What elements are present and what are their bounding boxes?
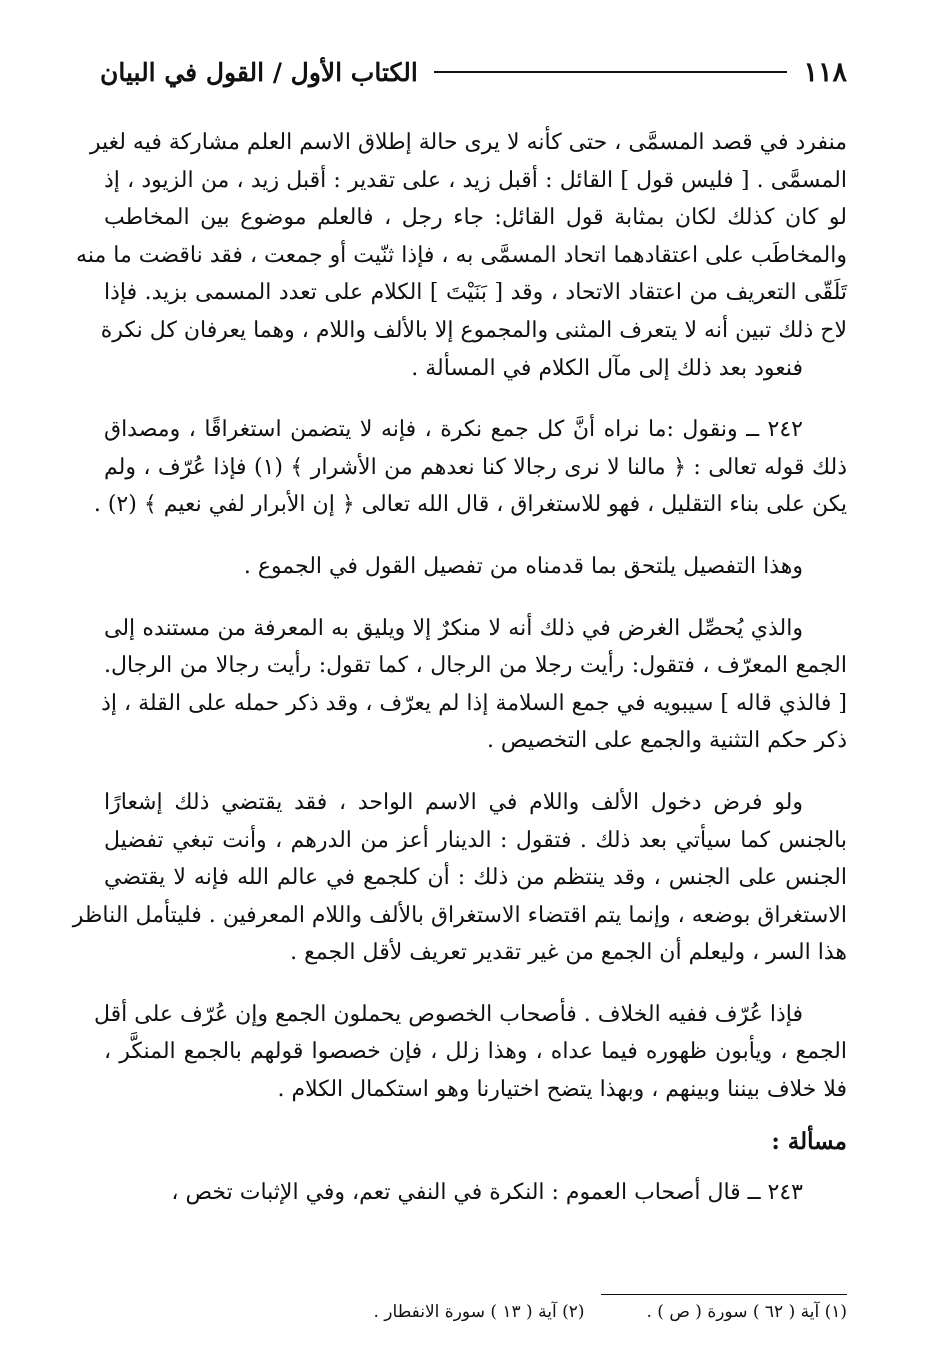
header-title: الكتاب الأول / القول في البيان <box>100 57 418 87</box>
header-rule <box>434 71 788 73</box>
text-line: والمخاطَب على اعتقادهما اتحاد المسمَّى به ، فإذا ثنّيت أو جمعت ، فقد ناقضت ما منه <box>76 242 847 268</box>
text-line: تَلَقّى التعريف من اعتقاد الاتحاد ، وقد [ بَنَيْتَ ] الكلام على تعدد المسمى بزيد. فإذا <box>104 280 847 306</box>
text-line: المسمَّى . [ فليس قول ] القائل : أقبل زيد ، على تقدير : أقبل زيد ، من الزيود ، إذ <box>104 167 847 193</box>
text-line: لاح ذلك تبين أنه لا يتعرف المثنى والمجموع إلا بالألف واللام ، وهما يعرفان كل نكرة <box>100 317 847 343</box>
text-line: ذكر حكم التثنية والجمع على التخصيص . <box>486 728 847 754</box>
footnote: (١) آية ( ٦٢ ) سورة ( ص ) . <box>646 1302 847 1322</box>
text-line: منفرد في قصد المسمَّى ، حتى كأنه لا يرى حالة إطلاق الاسم العلم مشاركة فيه لغير <box>89 130 847 155</box>
paragraph <box>101 610 847 760</box>
text-line: الجنس على الجنس ، وقد ينتظم من ذلك : أن كلجمع في عالم الله فإنه لا يقتضي <box>104 865 847 891</box>
page-number: ١١٨ <box>803 56 847 88</box>
text-line: فنعود بعد ذلك إلى مآل الكلام في المسألة . <box>411 355 803 381</box>
paragraph <box>93 411 847 524</box>
text-line: ولو فرض دخول الألف واللام في الاسم الواحد ، فقد يقتضي ذلك إشعارًا <box>104 789 803 815</box>
paragraph <box>76 124 847 387</box>
paragraph <box>72 784 847 972</box>
text-line: هذا السر ، وليعلم أن الجمع من غير تقدير تعريف لأقل الجمع . <box>290 940 847 966</box>
footnote: (٢) آية ( ١٣ ) سورة الانفطار . <box>373 1302 585 1322</box>
section-heading: مسألة : <box>771 1127 847 1155</box>
body-text <box>72 124 847 1212</box>
text-line: الاستغراق بوضعه ، وإنما يتم اقتضاء الاستغراق بالألف واللام المعرفين . فليتأمل الناظر <box>72 902 847 928</box>
text-line: وهذا التفصيل يلتحق بما قدمناه من تفصيل القول في الجموع . <box>243 553 803 579</box>
text-line: فلا خلاف بيننا وبينهم ، وبهذا يتضح اختيارنا وهو استكمال الكلام . <box>277 1077 847 1103</box>
footnote-rule <box>601 1294 847 1295</box>
text-line: فإذا عُرّف ففيه الخلاف . فأصحاب الخصوص يحملون الجمع وإن عُرّف على أقل <box>93 1001 803 1027</box>
text-line: لو كان كذلك لكان بمثابة قول القائل: جاء رجل ، فالعلم موضوع بين المخاطب <box>104 205 847 231</box>
text-line: ذلك قوله تعالى : ﴿ مالنا لا نرى رجالا كنا نعدهم من الأشرار ﴾ (١) فإذا عُرّف ، ولم <box>104 454 847 480</box>
text-line: [ فالذي قاله ] سيبويه في جمع السلامة إذا لم يعرّف ، وقد ذكر حمله على القلة ، إذ <box>101 690 847 716</box>
text-line: الجمع ، ويأبون ظهوره فيما عداه ، وهذا زلل ، فإن خصصوا قولهم بالجمع المنكَّر ، <box>104 1039 847 1065</box>
paragraph <box>93 996 847 1109</box>
paragraph <box>104 548 847 586</box>
text-line: الجمع المعرّف ، فتقول: رأيت رجلا من الرجال ، كما تقول: رأيت رجالا من الرجال. <box>104 653 847 679</box>
text-line: والذي يُحصِّل الغرض في ذلك أنه لا منكرٌ إلا ويليق به المعرفة من مستنده إلى <box>104 615 803 641</box>
text-line: ٢٤٣ ــ قال أصحاب العموم : النكرة في النفي تعم، وفي الإثبات تخص ، <box>171 1180 803 1206</box>
text-line: يكن على بناء التقليل ، فهو للاستغراق ، قال الله تعالى ﴿ إن الأبرار لفي نعيم ﴾ (٢) . <box>93 492 847 518</box>
footnotes <box>200 1302 847 1334</box>
running-header <box>100 52 847 92</box>
text-line: بالجنس كما سيأتي بعد ذلك . فتقول : الدينار أعز من الدرهم ، وأنت تبغي تفضيل <box>104 827 847 853</box>
text-line: ٢٤٢ ــ ونقول :ما نراه أنَّ كل جمع نكرة ، فإنه لا يتضمن استغراقًا ، ومصداق <box>104 417 803 443</box>
